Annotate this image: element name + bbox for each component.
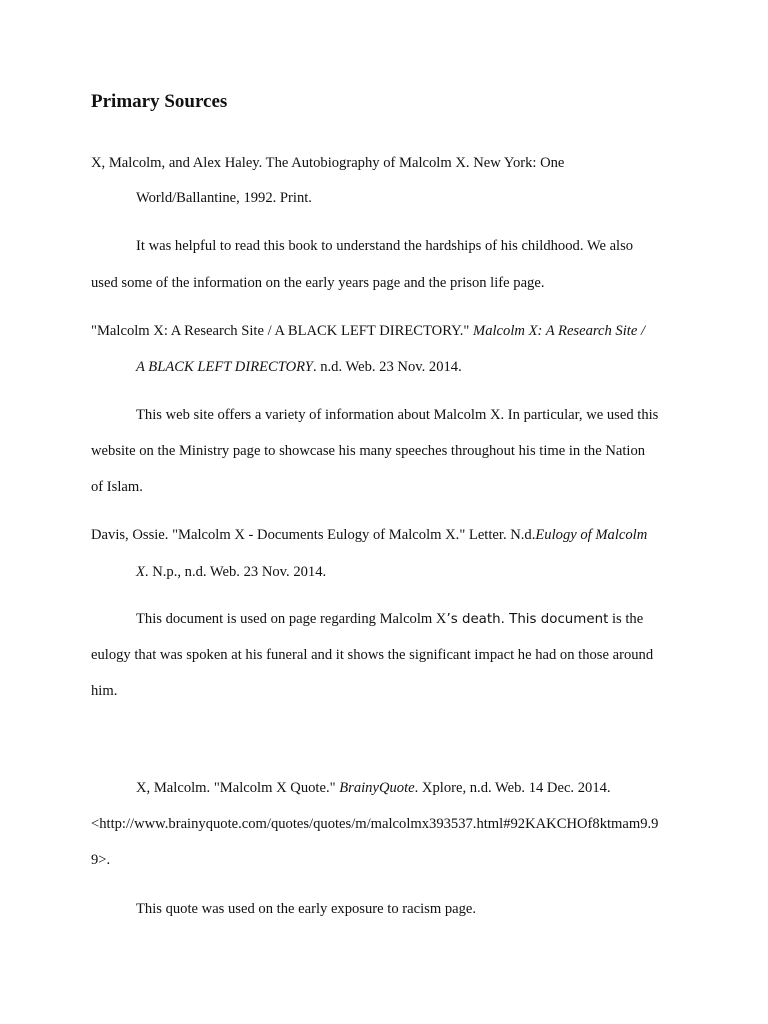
citation-3-details: . N.p., n.d. Web. 23 Nov. 2014. [144,564,327,580]
annotation-3-line-1 [136,610,643,629]
annotation-3-text-c: is the [608,611,644,627]
annotation-3-text-b: ’s death. This document [446,612,609,627]
citation-2-site-name-cont: A BLACK LEFT DIRECTORY [136,359,313,375]
citation-2-details: . n.d. Web. 23 Nov. 2014. [312,359,462,375]
citation-4-site-name: BrainyQuote [339,780,415,796]
annotation-2-line-2: website on the Ministry page to showcase his many speeches throughout his time in the Nation [91,443,646,459]
annotation-1-line-2: used some of the information on the early years page and the prison life page. [91,275,545,291]
citation-2-site-name: Malcolm X: A Research Site / [473,323,646,339]
annotation-4-line-1: This quote was used on the early exposure to racism page. [136,901,477,917]
citation-4-url: <http://www.brainyquote.com/quotes/quotes/m/malcolmx393537.html#92KAKCHOf8ktmam9.9 [91,816,659,832]
citation-4-details: . Xplore, n.d. Web. 14 Dec. 2014. [414,780,611,796]
citation-2-line-2 [136,358,462,376]
citation-3-container-title: Eulogy of Malcolm [535,527,648,543]
citation-3-line-2 [136,563,326,581]
page-heading: Primary Sources [91,91,228,112]
citation-4-author-title: X, Malcolm. "Malcolm X Quote." [136,780,340,796]
citation-1-line-1: X, Malcolm, and Alex Haley. The Autobiography of Malcolm X. New York: One [91,155,565,171]
annotation-1-line-1: It was helpful to read this book to understand the hardships of his childhood. We also [136,238,634,254]
citation-3-line-1 [91,526,647,544]
annotation-3-line-3: him. [91,683,118,699]
citation-4-line-1 [136,779,611,797]
citation-3-container-title-cont: X [136,564,145,580]
annotation-3-line-2: eulogy that was spoken at his funeral and it shows the significant impact he had on those around [91,647,654,663]
citation-4-url-cont: 9>. [91,852,111,868]
annotation-2-line-3: of Islam. [91,479,143,495]
citation-1-line-2: World/Ballantine, 1992. Print. [136,190,312,206]
citation-2-line-1 [91,322,645,340]
citation-2-title: "Malcolm X: A Research Site / A BLACK LEFT DIRECTORY." [91,323,474,339]
citation-3-author-title: Davis, Ossie. "Malcolm X - Documents Eulogy of Malcolm X." Letter. N.d. [91,527,536,543]
annotation-3-text-a: This document is used on page regarding Malcolm X [136,611,447,627]
annotation-2-line-1: This web site offers a variety of information about Malcolm X. In particular, we used this [136,407,659,423]
